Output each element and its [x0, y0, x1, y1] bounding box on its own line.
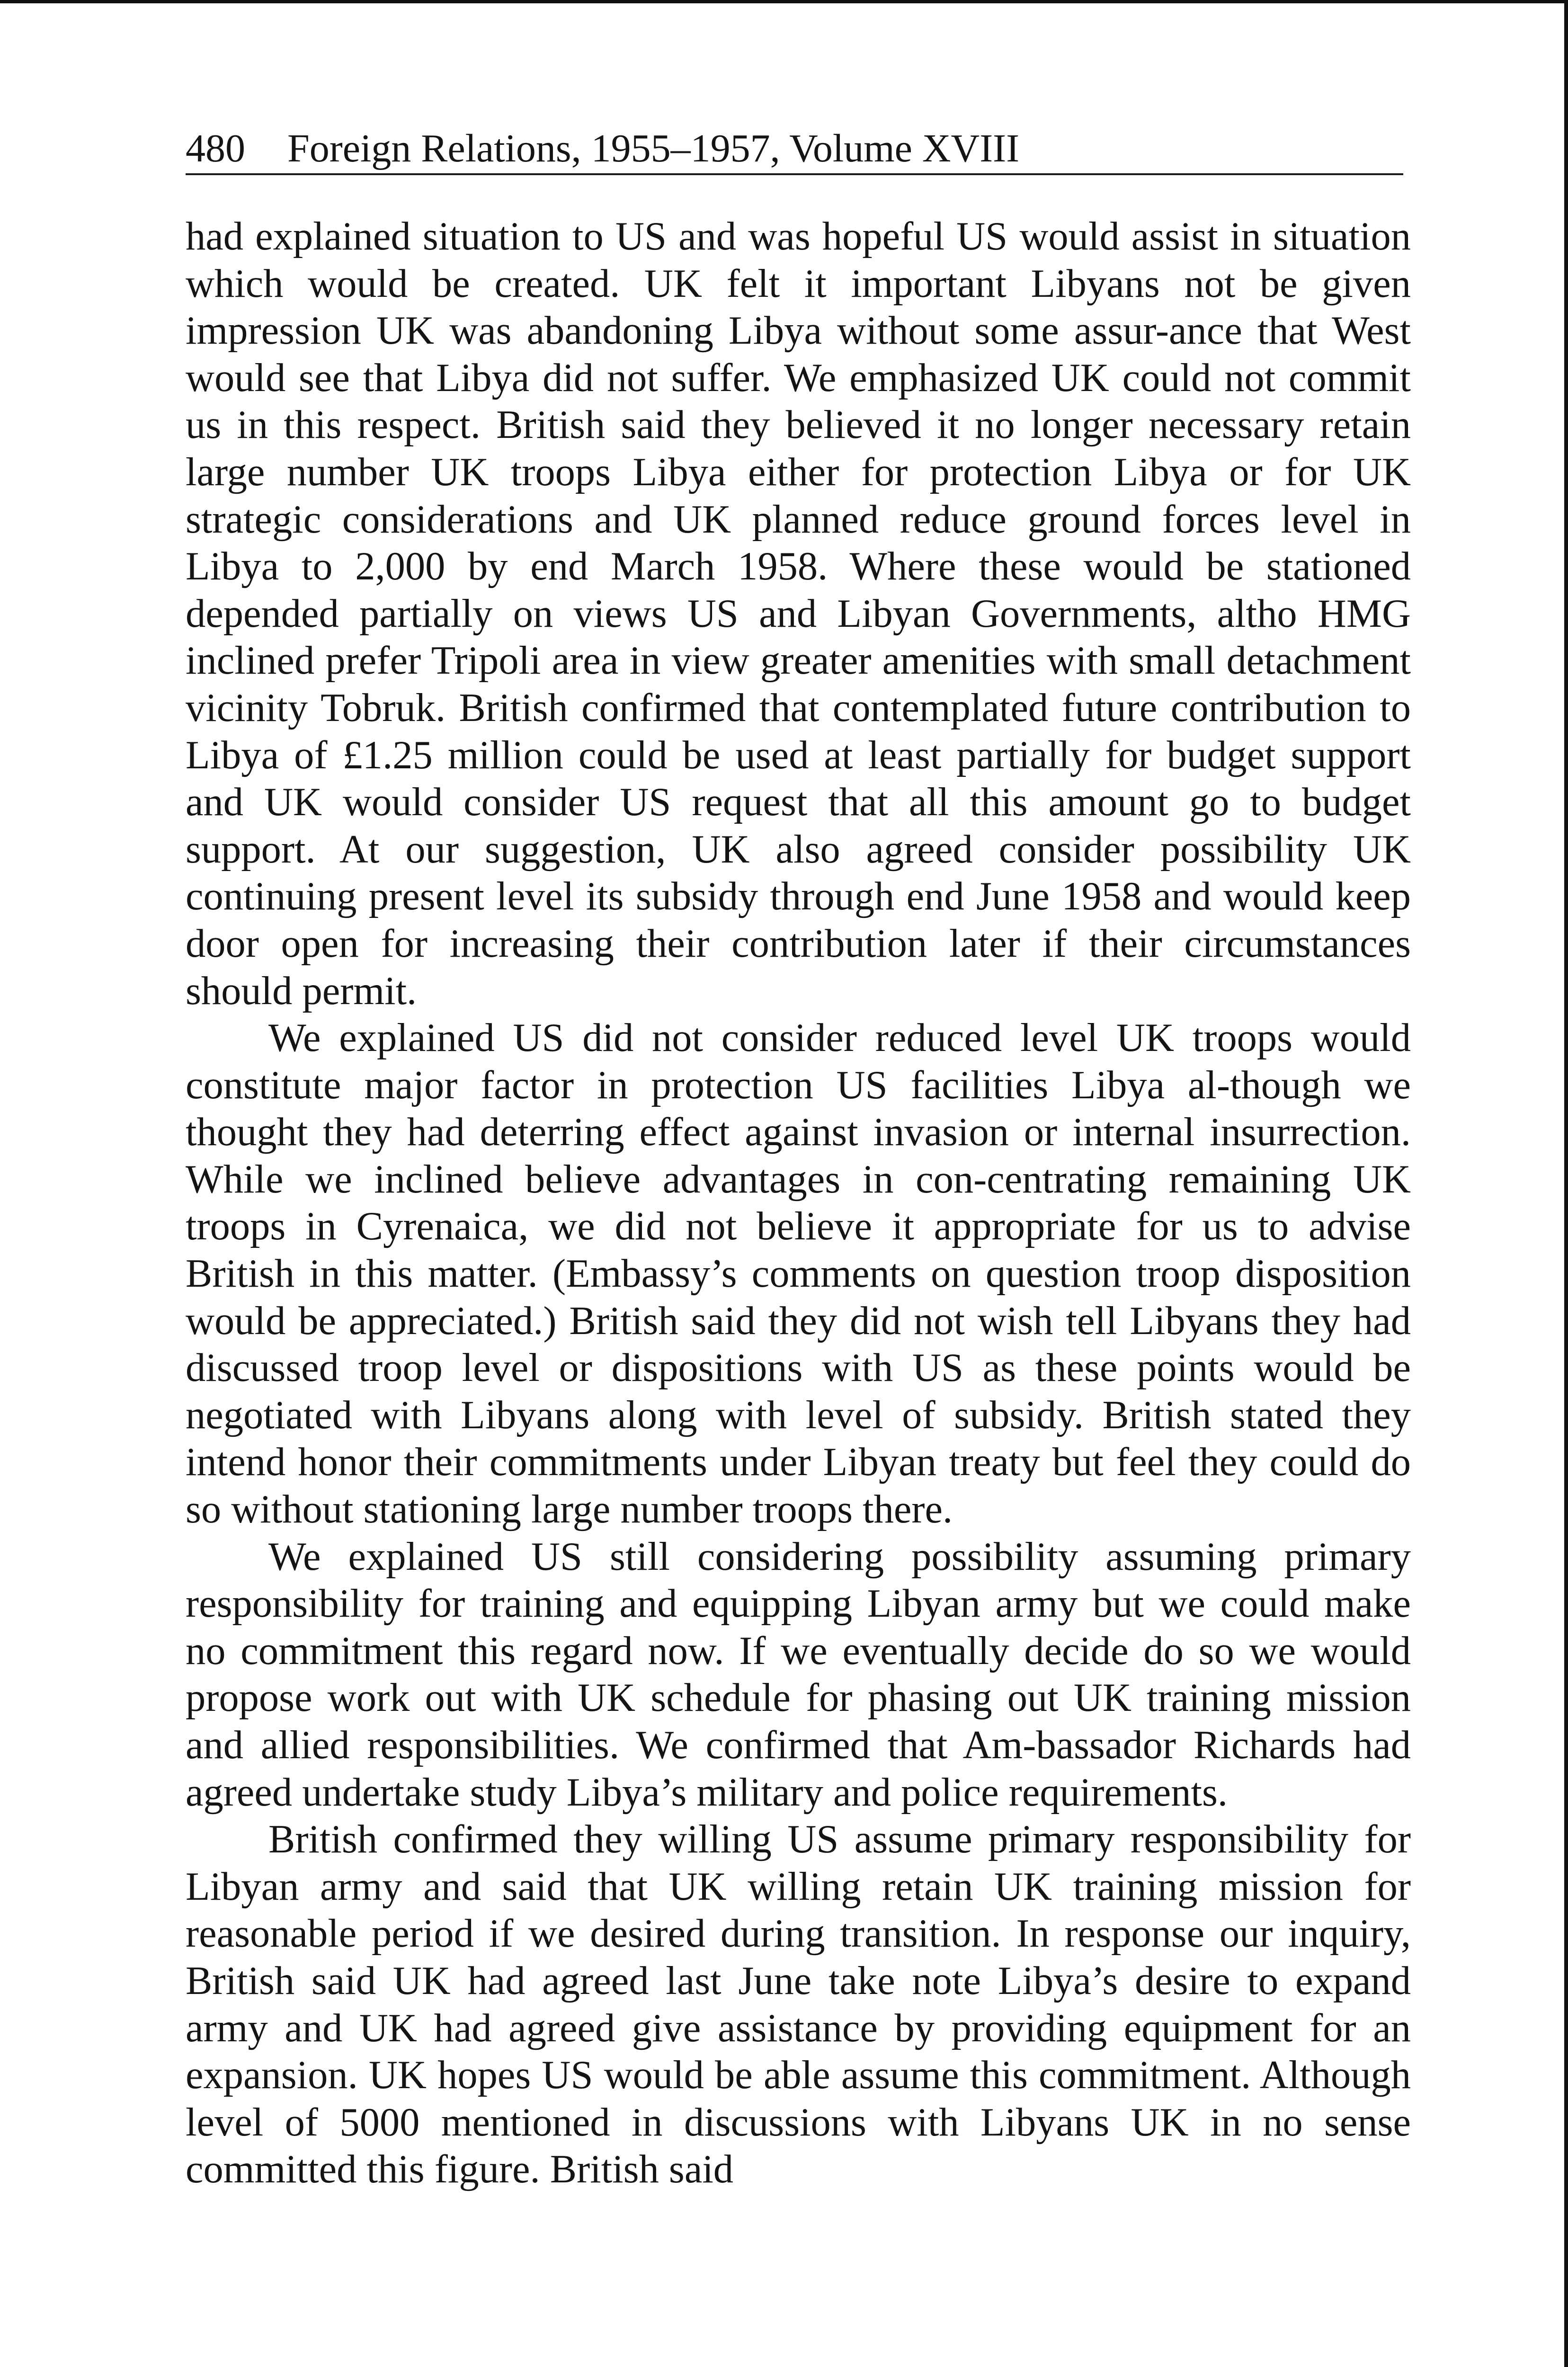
document-body: [186, 213, 1411, 2193]
paragraph-1: had explained situation to US and was hopeful US would assist in situation which would be created. UK felt it important Libyans not be given impression UK was abandoning Libya without some assur-ance that West would see that Libya did not suffer. We emphasized UK could not commit us in this respect. British said they believed it no longer necessary retain large number UK troops Libya either for protection Libya or for UK strategic considerations and UK planned reduce ground forces level in Libya to 2,000 by end March 1958. Where these would be stationed depended partially on views US and Libyan Governments, altho HMG inclined prefer Tripoli area in view greater amenities with small detachment vicinity Tobruk. British confirmed that contemplated future contribution to Libya of £1.25 million could be used at least partially for budget support and UK would consider US request that all this amount go to budget support. At our suggestion, UK also agreed consider possibility UK continuing present level its subsidy through end June 1958 and would keep door open for increasing their contribution later if their circumstances should permit.: [186, 214, 1411, 1013]
scan-right-edge: [1564, 0, 1568, 2367]
paragraph-4: British confirmed they willing US assume primary responsibility for Libyan army and said that UK willing retain UK training mission for reasonable period if we desired during transition. In response our inquiry, British said UK had agreed last June take note Libya’s desire to expand army and UK had agreed give assistance by providing equipment for an expansion. UK hopes US would be able assume this commitment. Although level of 5000 mentioned in discussions with Libyans UK in no sense committed this figure. British said: [186, 1817, 1411, 2192]
paragraph-2: We explained US did not consider reduced level UK troops would constitute major factor in protection US facilities Libya al-though we thought they had deterring effect against invasion or internal insurrection. While we inclined believe advantages in con-centrating remaining UK troops in Cyrenaica, we did not believe it appropriate for us to advise British in this matter. (Embassy’s comments on question troop disposition would be appreciated.) British said they did not wish tell Libyans they had discussed troop level or dispositions with US as these points would be negotiated with Libyans along with level of subsidy. British stated they intend honor their commitments under Libyan treaty but feel they could do so without stationing large number troops there.: [186, 1016, 1411, 1532]
running-title: Foreign Relations, 1955–1957, Volume XVIII: [287, 126, 1020, 170]
paragraph-3: We explained US still considering possibility assuming primary responsibility for training and equipping Libyan army but we could make no commitment this regard now. If we eventually decide do so we would propose work out with UK schedule for phasing out UK training mission and allied responsibilities. We confirmed that Am-bassador Richards had agreed undertake study Libya’s military and police requirements.: [186, 1534, 1411, 1815]
page-number: 480: [186, 126, 245, 170]
page-header: [186, 124, 1403, 175]
scan-top-edge: [0, 0, 1568, 3]
